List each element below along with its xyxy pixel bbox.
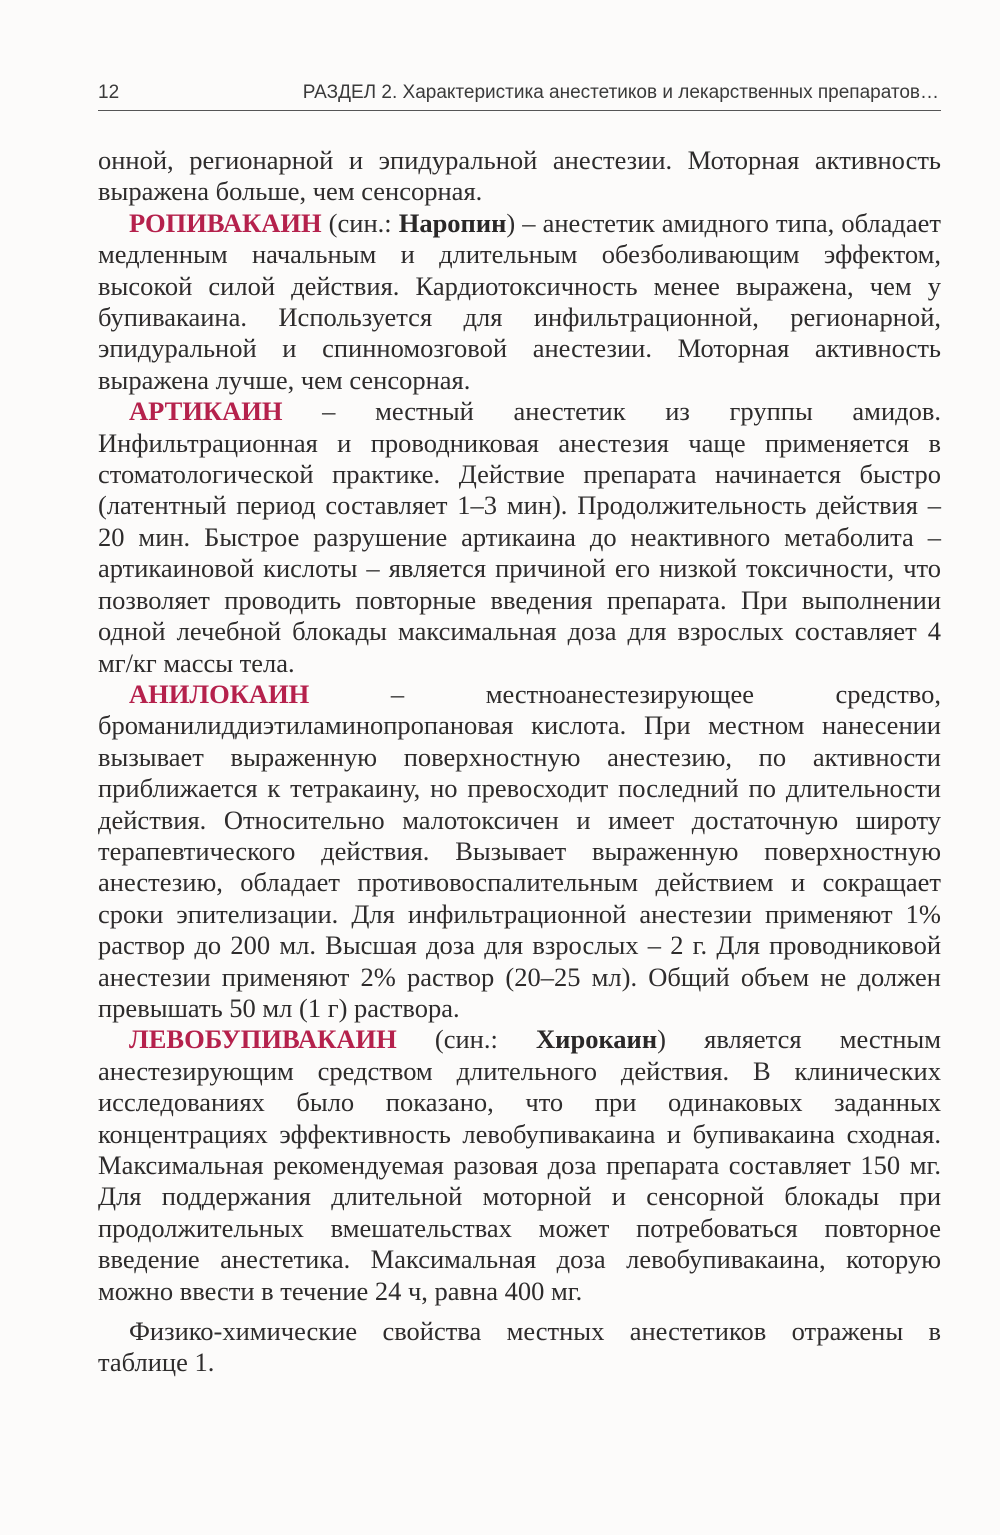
- paragraph-text: – местный анестетик из группы амидов. Инфильтрационная и проводниковая анестезия чаще применяется в стоматологической практике. Действие препарата начинается быстро (латентный период составляет 1–3 мин). Продолжительность действия – 20 мин. Быстрое разрушение артикаина до неактивного метаболита – артикаиновой кислоты – является причиной его низкой токсичности, что позволяет проводить повторные введения препарата. При выполнении одной лечебной блокады максимальная доза для взрослых составляет 4 мг/кг массы тела.: [98, 396, 941, 678]
- drug-term: РОПИВАКАИН: [129, 207, 322, 238]
- paragraph-levobupivacaine: [98, 1024, 941, 1307]
- paragraph-continuation: [98, 145, 941, 208]
- drug-term: АРТИКАИН: [129, 396, 283, 427]
- paragraph-text: – местноанестезирующее средство, броманилиддиэтиламинопропановая кислота. При местном нанесении вызывает выраженную поверхностную анестезию, по активности приближается к тетракаину, но превосходит последний по длительности действия. Относительно малотоксичен и имеет достаточную широту терапевтического действия. Вызывает выраженную поверхностную анестезию, обладает противовоспалительным действием и сокращает сроки эпителизации. Для инфильтрационной анестезии применяют 1% раствор до 200 мл. Высшая доза для взрослых – 2 г. Для проводниковой анестезии применяют 2% раствор (20–25 мл). Общий объем не должен превышать 50 мл (1 г) раствора.: [98, 678, 941, 1023]
- synonym-prefix: (син.:: [321, 207, 399, 238]
- section-title: РАЗДЕЛ 2. Характеристика анестетиков и лекарственных препаратов…: [302, 82, 939, 103]
- paragraph-text: ) является местным анестезирующим средством длительного действия. В клинических исследованиях было показано, что при одинаковых заданных концентрациях эффективность левобупивакаина и бупивакаина сходная. Максимальная рекомендуемая разовая доза препарата составляет 150 мг. Для поддержания длительной моторной и сенсорной блокады при продолжительных вмешательствах может потребоваться повторное введение анестетика. Максимальная доза левобупивакаина, которую можно ввести в течение 24 ч, равна 400 мг.: [98, 1024, 942, 1306]
- running-header: [98, 80, 941, 111]
- page-number: 12: [98, 82, 120, 103]
- body-text: [98, 145, 941, 1379]
- synonym-name: Хирокаин: [536, 1024, 658, 1055]
- drug-term: ЛЕВОБУПИВАКАИН: [129, 1024, 397, 1055]
- paragraph-anilocaine: [98, 679, 941, 1024]
- paragraph-text: ) – анестетик амидного типа, обладает медленным начальным и длительным обезболивающим эффектом, высокой силой действия. Кардиотоксичность менее выражена, чем у бупивакаина. Используется для инфильтрационной, регионарной, эпидуральной и спинномозговой анестезии. Моторная активность выражена лучше, чем сенсорная.: [98, 207, 942, 395]
- synonym-prefix: (син.:: [396, 1024, 537, 1055]
- synonym-name: Наропин: [398, 207, 507, 238]
- paragraph-ropivacaine: [98, 208, 941, 396]
- paragraph-articaine: [98, 396, 941, 679]
- paragraph-text: Физико-химические свойства местных анестетиков отражены в таблице 1.: [98, 1316, 941, 1378]
- paragraph-text: онной, регионарной и эпидуральной анестезии. Моторная активность выражена больше, чем сенсорная.: [98, 145, 941, 207]
- drug-term: АНИЛОКАИН: [129, 678, 310, 709]
- paragraph-table-reference: [98, 1316, 941, 1379]
